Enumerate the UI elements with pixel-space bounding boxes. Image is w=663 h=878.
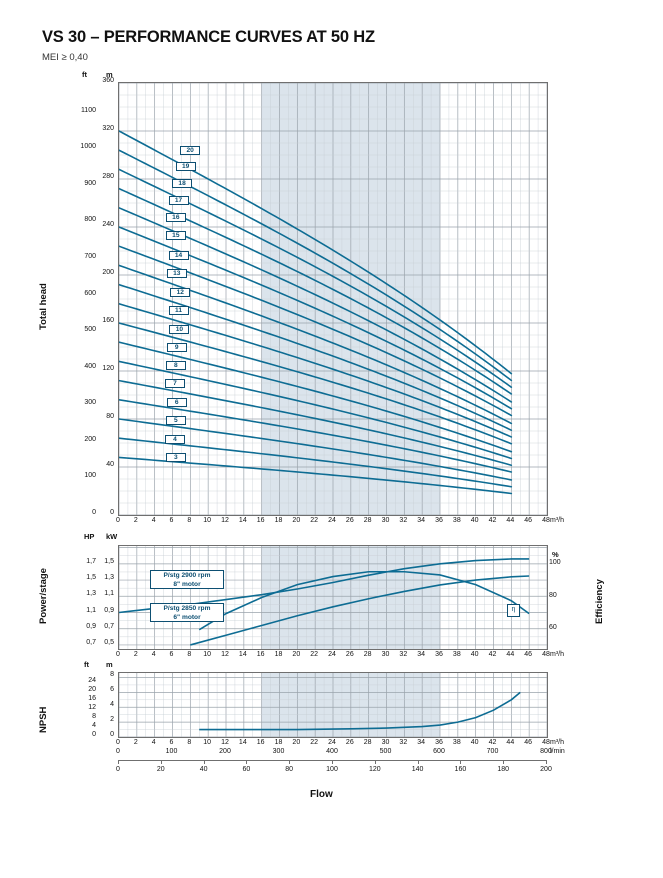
axis-tick [118, 760, 119, 764]
axis-tick-label: 26 [345, 651, 354, 658]
stage-label: 5 [166, 416, 186, 425]
axis-tick-label: 60 [242, 766, 251, 773]
axis-tick-label: 42 [488, 739, 497, 746]
npsh-unit-m: m [106, 660, 113, 669]
axis-tick-label: 120 [368, 766, 381, 773]
stage-label: 7 [165, 379, 185, 388]
power-chart [118, 545, 548, 650]
axis-tick-label: 0 [110, 731, 114, 738]
axis-tick-label: 160 [454, 766, 467, 773]
axis-tick-label: 28 [363, 517, 372, 524]
axis-tick-label: 12 [221, 651, 229, 658]
stage-label: 13 [167, 269, 187, 278]
axis-tick-label: 12 [88, 703, 96, 711]
axis-tick-label: 16 [256, 651, 265, 658]
axis-tick-label: 40 [106, 461, 114, 468]
stage-label: 16 [166, 213, 186, 222]
stage-label: 10 [169, 325, 189, 334]
axis-tick-label: 0 [116, 766, 120, 773]
axis-tick-label: 4 [92, 721, 96, 729]
axis-tick-label: 30 [381, 651, 390, 658]
axis-tick-label: 8 [187, 651, 192, 658]
axis-tick-label: 2 [110, 716, 114, 724]
axis-tick-label: 42 [488, 651, 497, 658]
axis-tick-label: 2 [133, 651, 138, 658]
axis-tick-label: 240 [102, 221, 114, 228]
axis-tick-label: 4 [151, 739, 156, 746]
axis-tick-label: 30 [381, 739, 390, 746]
note-2900rpm: P/stg 2900 rpm 8" motor [150, 570, 224, 589]
axis-tick-label: 0,7 [86, 638, 96, 646]
axis-tick [503, 760, 504, 764]
axis-tick-label: 38 [452, 517, 461, 524]
axis-tick-label: 80 [285, 766, 294, 773]
axis-tick-label: 500 [84, 326, 96, 334]
power-unit-hp: HP [84, 532, 95, 541]
stage-label: 9 [167, 343, 187, 352]
stage-label: 8 [166, 361, 186, 370]
axis-tick-label: 14 [238, 517, 247, 524]
axis-tick-label: 0 [92, 509, 96, 516]
axis-tick-label: 0,9 [86, 622, 96, 630]
axis-tick-label: 100 [165, 748, 178, 755]
axis-tick-label: 140 [411, 766, 424, 773]
axis-tick-label: 44 [506, 517, 515, 524]
axis-tick-label: 16 [256, 739, 265, 746]
eta-marker: η [507, 604, 520, 617]
axis-tick-label: 1000 [80, 143, 96, 151]
stage-label: 4 [165, 435, 185, 444]
axis-tick-label: 1,5 [104, 557, 114, 565]
axis-tick-label: 10 [203, 651, 212, 658]
axis-tick-label: 24 [328, 517, 336, 524]
axis-tick-label: 20 [292, 651, 301, 658]
axis-tick-label: l/min [550, 748, 565, 755]
axis-tick-label: 280 [102, 173, 114, 180]
axis-tick-label: 80 [549, 591, 557, 599]
stage-label: 11 [169, 306, 189, 315]
axis-tick-label: 36 [435, 739, 443, 746]
axis-tick-label: 8 [187, 739, 192, 746]
axis-tick-label: 6 [110, 686, 114, 694]
axis-tick-label: 36 [435, 651, 443, 658]
axis-tick-label: 200 [102, 269, 114, 276]
axis-tick-label: 2 [133, 517, 138, 524]
npsh-curves [119, 673, 547, 737]
note-2850rpm: P/stg 2850 rpm 6" motor [150, 603, 224, 622]
axis-tick-label: 200 [540, 766, 552, 773]
stage-label: 14 [169, 251, 189, 260]
axis-tick-label: 4 [151, 651, 156, 658]
axis-tick-label: 40 [199, 766, 208, 773]
npsh-unit-ft: ft [84, 660, 89, 669]
axis-tick-label: 10 [203, 517, 212, 524]
axis-tick-label: 26 [345, 739, 354, 746]
axis-tick-label: 46 [524, 517, 533, 524]
axis-tick-label: 34 [417, 739, 426, 746]
stage-label: 12 [170, 288, 190, 297]
axis-tick-label: 200 [84, 435, 96, 443]
axis-tick-label: 600 [84, 289, 96, 297]
axis-tick-label: 8 [92, 712, 96, 720]
axis-tick-label: 100 [326, 766, 338, 773]
axis-tick-label: 100 [84, 472, 96, 480]
power-axis-title: Power/stage [38, 568, 49, 624]
axis-tick-label: 900 [84, 179, 96, 187]
flow-axis-title: Flow [310, 789, 333, 800]
axis-tick [289, 760, 290, 764]
axis-tick-label: 800 [540, 748, 552, 755]
axis-tick-label: 38 [452, 739, 461, 746]
axis-tick [460, 760, 461, 764]
axis-tick-label: 10 [203, 739, 212, 746]
axis-tick [204, 760, 205, 764]
page-title: VS 30 – PERFORMANCE CURVES AT 50 HZ [42, 28, 375, 46]
axis-tick-label: m³/h [550, 517, 564, 524]
axis-tick-label: 32 [399, 651, 408, 658]
axis-tick-label: 80 [106, 413, 114, 420]
axis-tick-label: 22 [310, 739, 319, 746]
axis-tick-label: 320 [102, 125, 114, 132]
axis-tick [375, 760, 376, 764]
axis-tick-label: 2 [133, 739, 138, 746]
axis-tick-label: 40 [470, 651, 479, 658]
efficiency-unit-pct: % [552, 550, 559, 559]
axis-tick-label: 24 [328, 651, 336, 658]
axis-tick-label: 20 [156, 766, 165, 773]
axis-tick-label: 0,5 [104, 638, 114, 646]
axis-tick-label: 38 [452, 651, 461, 658]
axis-tick-label: 0 [92, 731, 96, 738]
axis-tick-label: 100 [549, 559, 561, 567]
axis-tick-label: 4 [151, 517, 156, 524]
axis-tick-label: 300 [272, 748, 285, 755]
axis-tick-label: 32 [399, 739, 408, 746]
axis-tick-label: 8 [110, 671, 114, 679]
axis-tick-label: 1,5 [86, 574, 96, 582]
axis-tick-label: 8 [187, 517, 192, 524]
stage-label: 17 [169, 196, 189, 205]
axis-tick [246, 760, 247, 764]
axis-tick-label: 44 [506, 739, 515, 746]
axis-tick-label: 0 [110, 509, 114, 516]
axis-tick [546, 760, 547, 764]
axis-tick-label: 1,3 [104, 574, 114, 582]
axis-tick-label: 20 [292, 739, 301, 746]
axis-tick-label: 22 [310, 517, 319, 524]
npsh-axis-title: NPSH [38, 706, 49, 733]
axis-tick-label: 30 [381, 517, 390, 524]
axis-tick-label: 48 [542, 517, 550, 524]
stage-label: 18 [172, 179, 192, 188]
axis-tick-label: 28 [363, 651, 372, 658]
axis-tick-label: 48 [542, 651, 550, 658]
axis-tick-label: 32 [399, 517, 408, 524]
axis-tick-label: 60 [549, 623, 557, 631]
axis-tick-label: 1,1 [104, 590, 114, 598]
axis-tick-label: 400 [84, 362, 96, 370]
stage-label: 20 [180, 146, 200, 155]
stage-label: 15 [166, 231, 186, 240]
axis-tick-label: 300 [84, 399, 96, 407]
axis-tick-label: 12 [221, 739, 229, 746]
efficiency-axis-title: Efficiency [594, 579, 605, 624]
axis-tick-label: 6 [169, 651, 174, 658]
axis-tick-label: 6 [169, 517, 174, 524]
axis-tick [332, 760, 333, 764]
axis-tick-label: 28 [363, 739, 372, 746]
head-axis-title: Total head [38, 283, 49, 330]
axis-tick-label: 1,7 [86, 557, 96, 565]
axis-tick-label: 12 [221, 517, 229, 524]
axis-tick-label: 16 [88, 694, 96, 702]
axis-tick-label: 400 [326, 748, 338, 755]
axis-tick-label: 500 [379, 748, 392, 755]
axis-tick-label: 0 [116, 739, 120, 746]
axis-tick-label: 44 [506, 651, 515, 658]
mei-subtitle: MEI ≥ 0,40 [42, 52, 88, 63]
npsh-chart [118, 672, 548, 738]
stage-label: 3 [166, 453, 186, 462]
axis-tick-label: 26 [345, 517, 354, 524]
axis-tick-label: 40 [470, 739, 479, 746]
axis-tick-label: 14 [238, 739, 247, 746]
axis-tick-label: 180 [497, 766, 510, 773]
axis-tick-label: 600 [433, 748, 445, 755]
axis-tick-label: 1,1 [86, 606, 96, 614]
axis-tick-label: 4 [110, 701, 114, 709]
axis-tick-label: 18 [274, 517, 283, 524]
head-unit-m: m [106, 70, 113, 79]
axis-tick-label: 0,7 [104, 622, 114, 630]
axis-tick-label: 160 [102, 317, 114, 324]
axis-tick-label: 34 [417, 651, 426, 658]
axis-tick-label: 120 [102, 365, 114, 372]
axis-tick-label: m³/h [550, 739, 564, 746]
axis-tick-label: 0,9 [104, 606, 114, 614]
axis-tick-label: 42 [488, 517, 497, 524]
axis-tick [161, 760, 162, 764]
axis-tick-label: 0 [116, 748, 120, 755]
axis-tick-label: 24 [328, 739, 336, 746]
axis-tick-label: 1,3 [86, 590, 96, 598]
axis-tick-label: 200 [219, 748, 231, 755]
axis-tick-label: 360 [102, 77, 114, 84]
axis-tick-label: 1100 [80, 106, 96, 114]
axis-tick-label: 700 [84, 252, 96, 260]
head-unit-ft: ft [82, 70, 87, 79]
axis-tick-label: 20 [88, 685, 96, 693]
axis-tick [418, 760, 419, 764]
axis-tick-label: 22 [310, 651, 319, 658]
axis-tick-label: m³/h [550, 651, 564, 658]
axis-tick-label: 16 [256, 517, 265, 524]
axis-tick-label: 700 [486, 748, 499, 755]
power-curves [119, 546, 547, 649]
axis-tick-label: 0 [116, 517, 120, 524]
axis-tick-label: 6 [169, 739, 174, 746]
axis-tick-label: 24 [88, 676, 96, 684]
axis-tick-label: 34 [417, 517, 426, 524]
axis-tick-label: 20 [292, 517, 301, 524]
axis-tick-label: 800 [84, 216, 96, 224]
axis-tick-label: 0 [116, 651, 120, 658]
axis-tick-label: 46 [524, 739, 533, 746]
axis-tick-label: 18 [274, 651, 283, 658]
power-unit-kw: kW [106, 532, 118, 541]
axis-tick-label: 48 [542, 739, 550, 746]
axis-tick-label: 14 [238, 651, 247, 658]
stage-label: 6 [167, 398, 187, 407]
axis-tick-label: 36 [435, 517, 443, 524]
axis-tick-label: 40 [470, 517, 479, 524]
axis-tick-label: 46 [524, 651, 533, 658]
axis-tick-label: 18 [274, 739, 283, 746]
stage-label: 19 [176, 162, 196, 171]
